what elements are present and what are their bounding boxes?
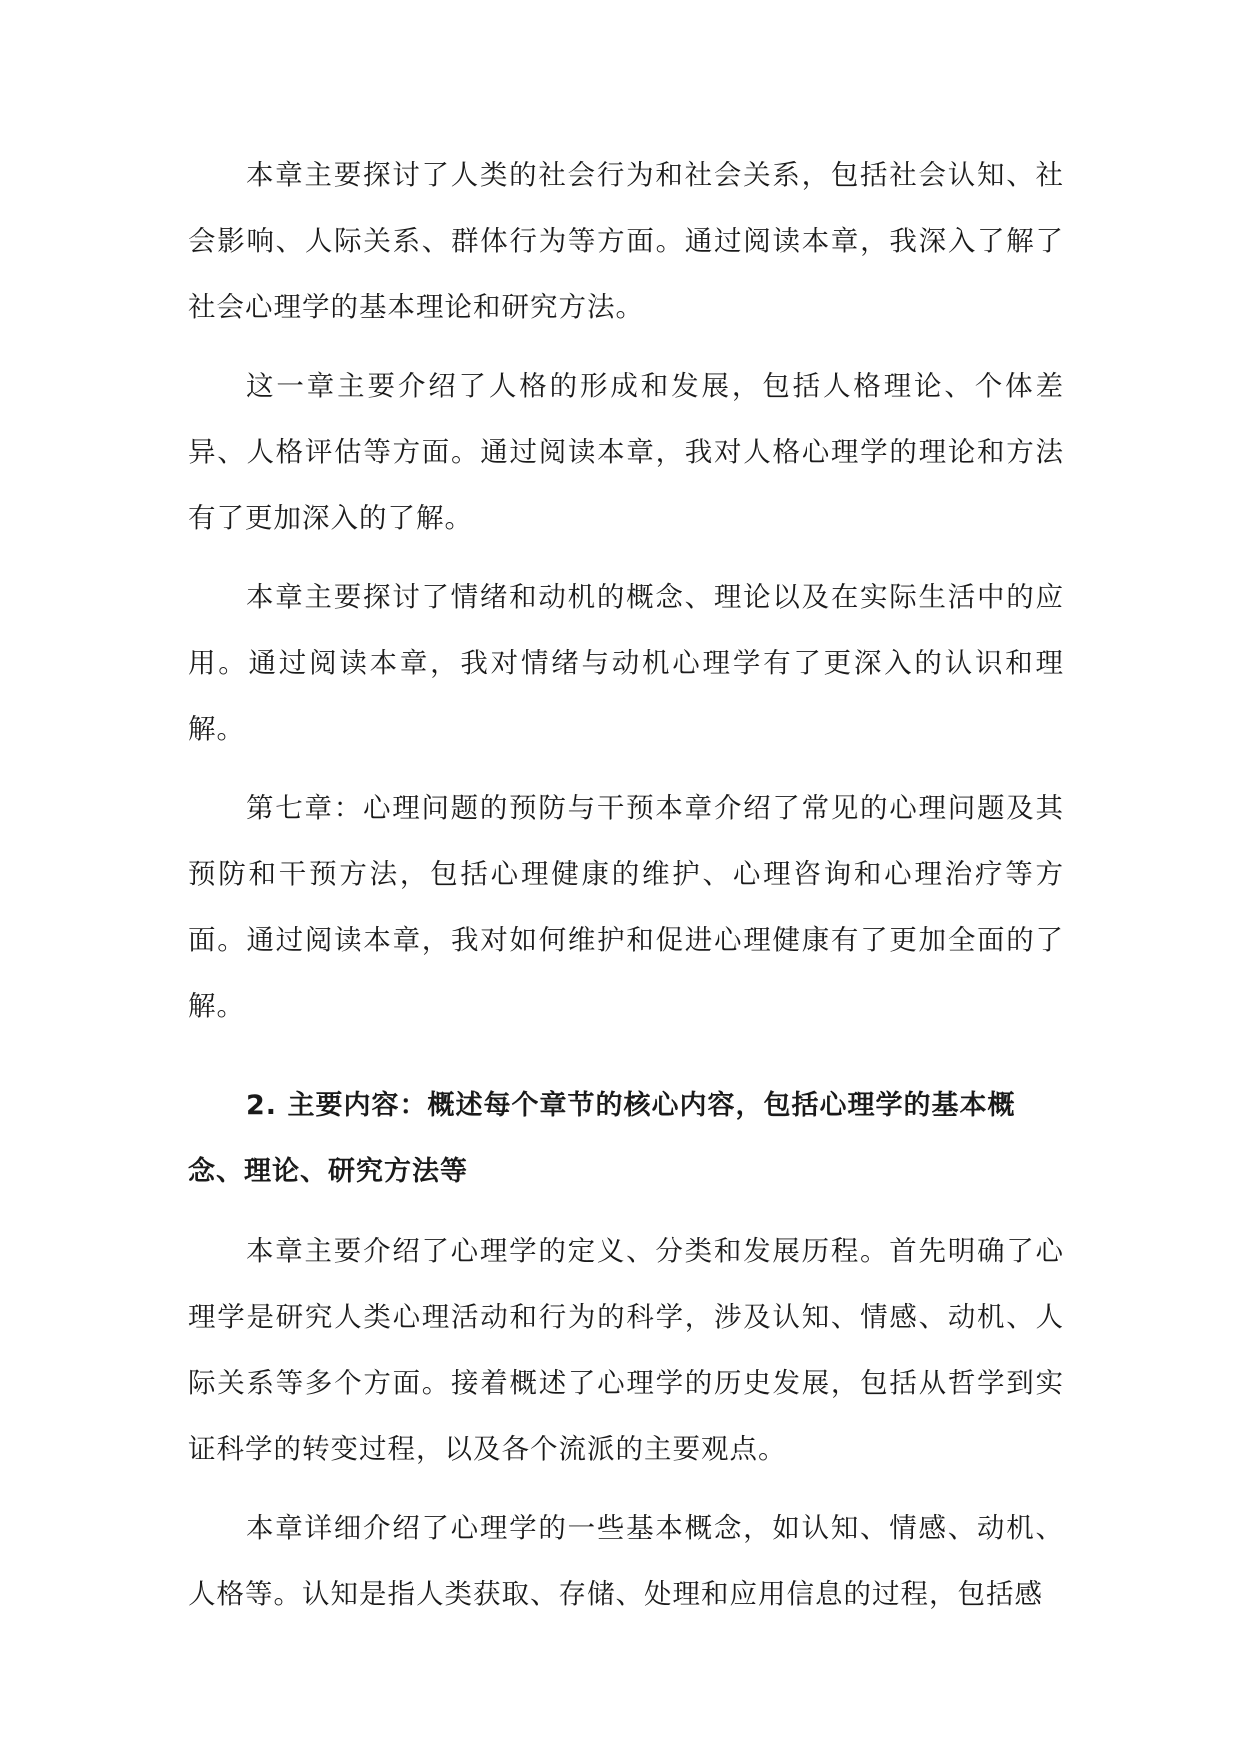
paragraph-psychology-definition: 本章主要介绍了心理学的定义、分类和发展历程。首先明确了心理学是研究人类心理活动和行为的科学，涉及认知、情感、动机、人际关系等多个方面。接着概述了心理学的历史发展，包括从哲学到实证科学的转变过程，以及各个流派的主要观点。 bbox=[188, 1235, 1064, 1465]
paragraph-personality: 这一章主要介绍了人格的形成和发展，包括人格理论、个体差异、人格评估等方面。通过阅读本章，我对人格心理学的理论和方法有了更加深入的了解。 bbox=[188, 370, 1064, 534]
document-body bbox=[188, 142, 1064, 1640]
paragraph-emotion-motivation: 本章主要探讨了情绪和动机的概念、理论以及在实际生活中的应用。通过阅读本章，我对情绪与动机心理学有了更深入的认识和理解。 bbox=[188, 581, 1064, 745]
paragraph-chapter-seven: 第七章：心理问题的预防与干预本章介绍了常见的心理问题及其预防和干预方法，包括心理健康的维护、心理咨询和心理治疗等方面。通过阅读本章，我对如何维护和促进心理健康有了更加全面的了解。 bbox=[188, 792, 1064, 1022]
paragraph-social-psychology: 本章主要探讨了人类的社会行为和社会关系，包括社会认知、社会影响、人际关系、群体行为等方面。通过阅读本章，我深入了解了社会心理学的基本理论和研究方法。 bbox=[188, 159, 1064, 323]
paragraph-basic-concepts: 本章详细介绍了心理学的一些基本概念，如认知、情感、动机、人格等。认知是指人类获取、存储、处理和应用信息的过程，包括感 bbox=[188, 1512, 1064, 1610]
section-heading: 2. 主要内容：概述每个章节的核心内容，包括心理学的基本概念、理论、研究方法等 bbox=[188, 1090, 1016, 1187]
